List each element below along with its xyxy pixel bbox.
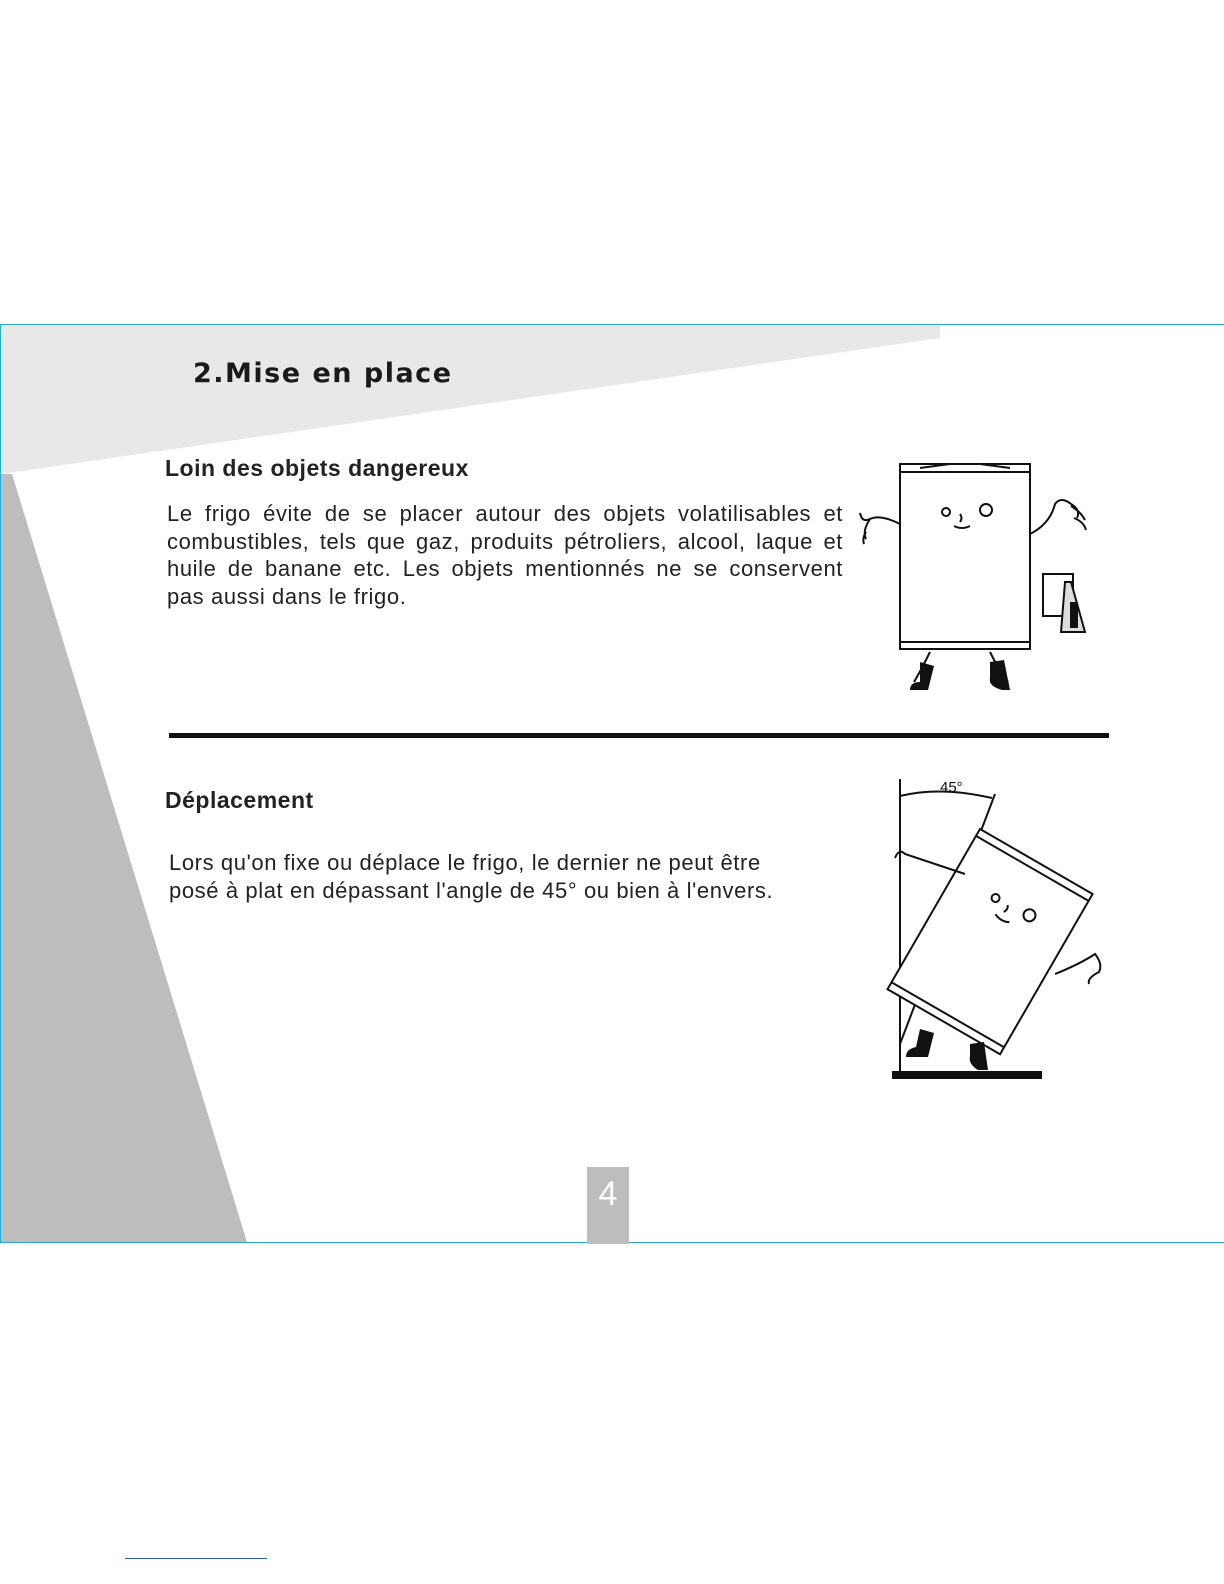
fridge-tilt-45-illustration (880, 774, 1120, 1094)
header-band (1, 325, 940, 474)
section-heading-dangers: Loin des objets dangereux (165, 455, 469, 481)
section-heading-moving: Déplacement (165, 787, 314, 813)
footer-underline (125, 1558, 267, 1559)
page-title: 2.Mise en place (193, 358, 453, 389)
page-number-badge (587, 1167, 629, 1244)
section-text-dangers: Le frigo évite de se placer autour des objets volatilisables et combustibles, tels que gaz, produits pétroliers, alcool, laque et huile de banane etc. Les objets mentionnés ne se conservent pas aussi dans le frigo. (167, 501, 843, 609)
fridge-avoiding-objects-illustration (850, 454, 1100, 704)
angle-label: 45° (940, 779, 963, 796)
fridge-body-icon (900, 464, 1030, 649)
page-number: 4 (598, 1175, 618, 1213)
section-divider (169, 733, 1109, 738)
section-text-moving: Lors qu'on fixe ou déplace le frigo, le dernier ne peut être posé à plat en dépassant l'angle de 45° ou bien à l'envers. (169, 850, 774, 903)
page-panel (0, 324, 1224, 1244)
floor-line (892, 1071, 1042, 1079)
